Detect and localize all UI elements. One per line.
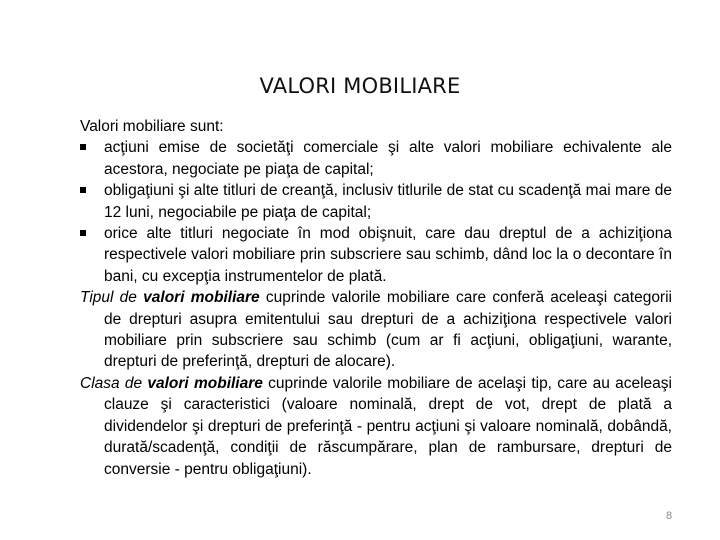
square-bullet-icon <box>80 144 86 150</box>
definition-term-prefix: Clasa de <box>80 374 148 392</box>
slide-title: VALORI MOBILIARE <box>259 74 461 98</box>
intro-text: Valori mobiliare sunt: <box>80 118 224 135</box>
bullet-text: orice alte titluri negociate în mod obişnuit, care dau dreptul de a achiziţiona respectivele valori mobiliare prin subscriere sau schimb, dând loc la o decontare în bani, cu excepţia instrumentelor de plată. <box>104 225 672 285</box>
square-bullet-icon <box>80 187 86 193</box>
bullet-text: acţiuni emise de societăţi comerciale şi alte valori mobiliare echivalente ale acestora, negociate pe piaţa de capital; <box>104 139 672 178</box>
definition-tipul <box>80 287 672 373</box>
slide-content <box>80 116 672 480</box>
definition-term-prefix: Tipul de <box>80 289 144 307</box>
definition-text: cuprinde valorile mobiliare de acelaşi tip, care au aceleaşi clauze şi caracteristici (valoare nominală, drept de vot, drept de plată a dividendelor şi drepturi de preferinţă - pentru acţiuni şi valoare nominală, dobândă, durată/scadenţă, condiţii de răscumpărare, plan de rambursare, drepturi de conversie - pentru obligaţiuni). <box>104 374 672 478</box>
page-number: 8 <box>666 510 673 522</box>
bullet-item-actiuni <box>80 137 672 180</box>
definition-term-emphasis: valori mobiliare <box>147 374 263 392</box>
definition-term-emphasis: valori mobiliare <box>143 289 260 307</box>
definition-clasa <box>80 373 672 480</box>
bullet-item-alte-titluri <box>80 223 672 287</box>
bullet-item-obligatiuni <box>80 180 672 223</box>
square-bullet-icon <box>80 230 86 236</box>
definition-text: cuprinde valorile mobiliare care conferă aceleaşi categorii de drepturi asupra emitentului sau drepturi de a achiziţiona respectivele valori mobiliare prin subscriere sau schimb (cum ar fi acţiuni, obligaţiuni, warante, drepturi de preferinţă, drepturi de alocare). <box>104 289 672 371</box>
bullet-text: obligaţiuni şi alte titluri de creanţă, inclusiv titlurile de stat cu scadenţă mai mare de 12 luni, negociabile pe piaţa de capital; <box>104 182 672 221</box>
